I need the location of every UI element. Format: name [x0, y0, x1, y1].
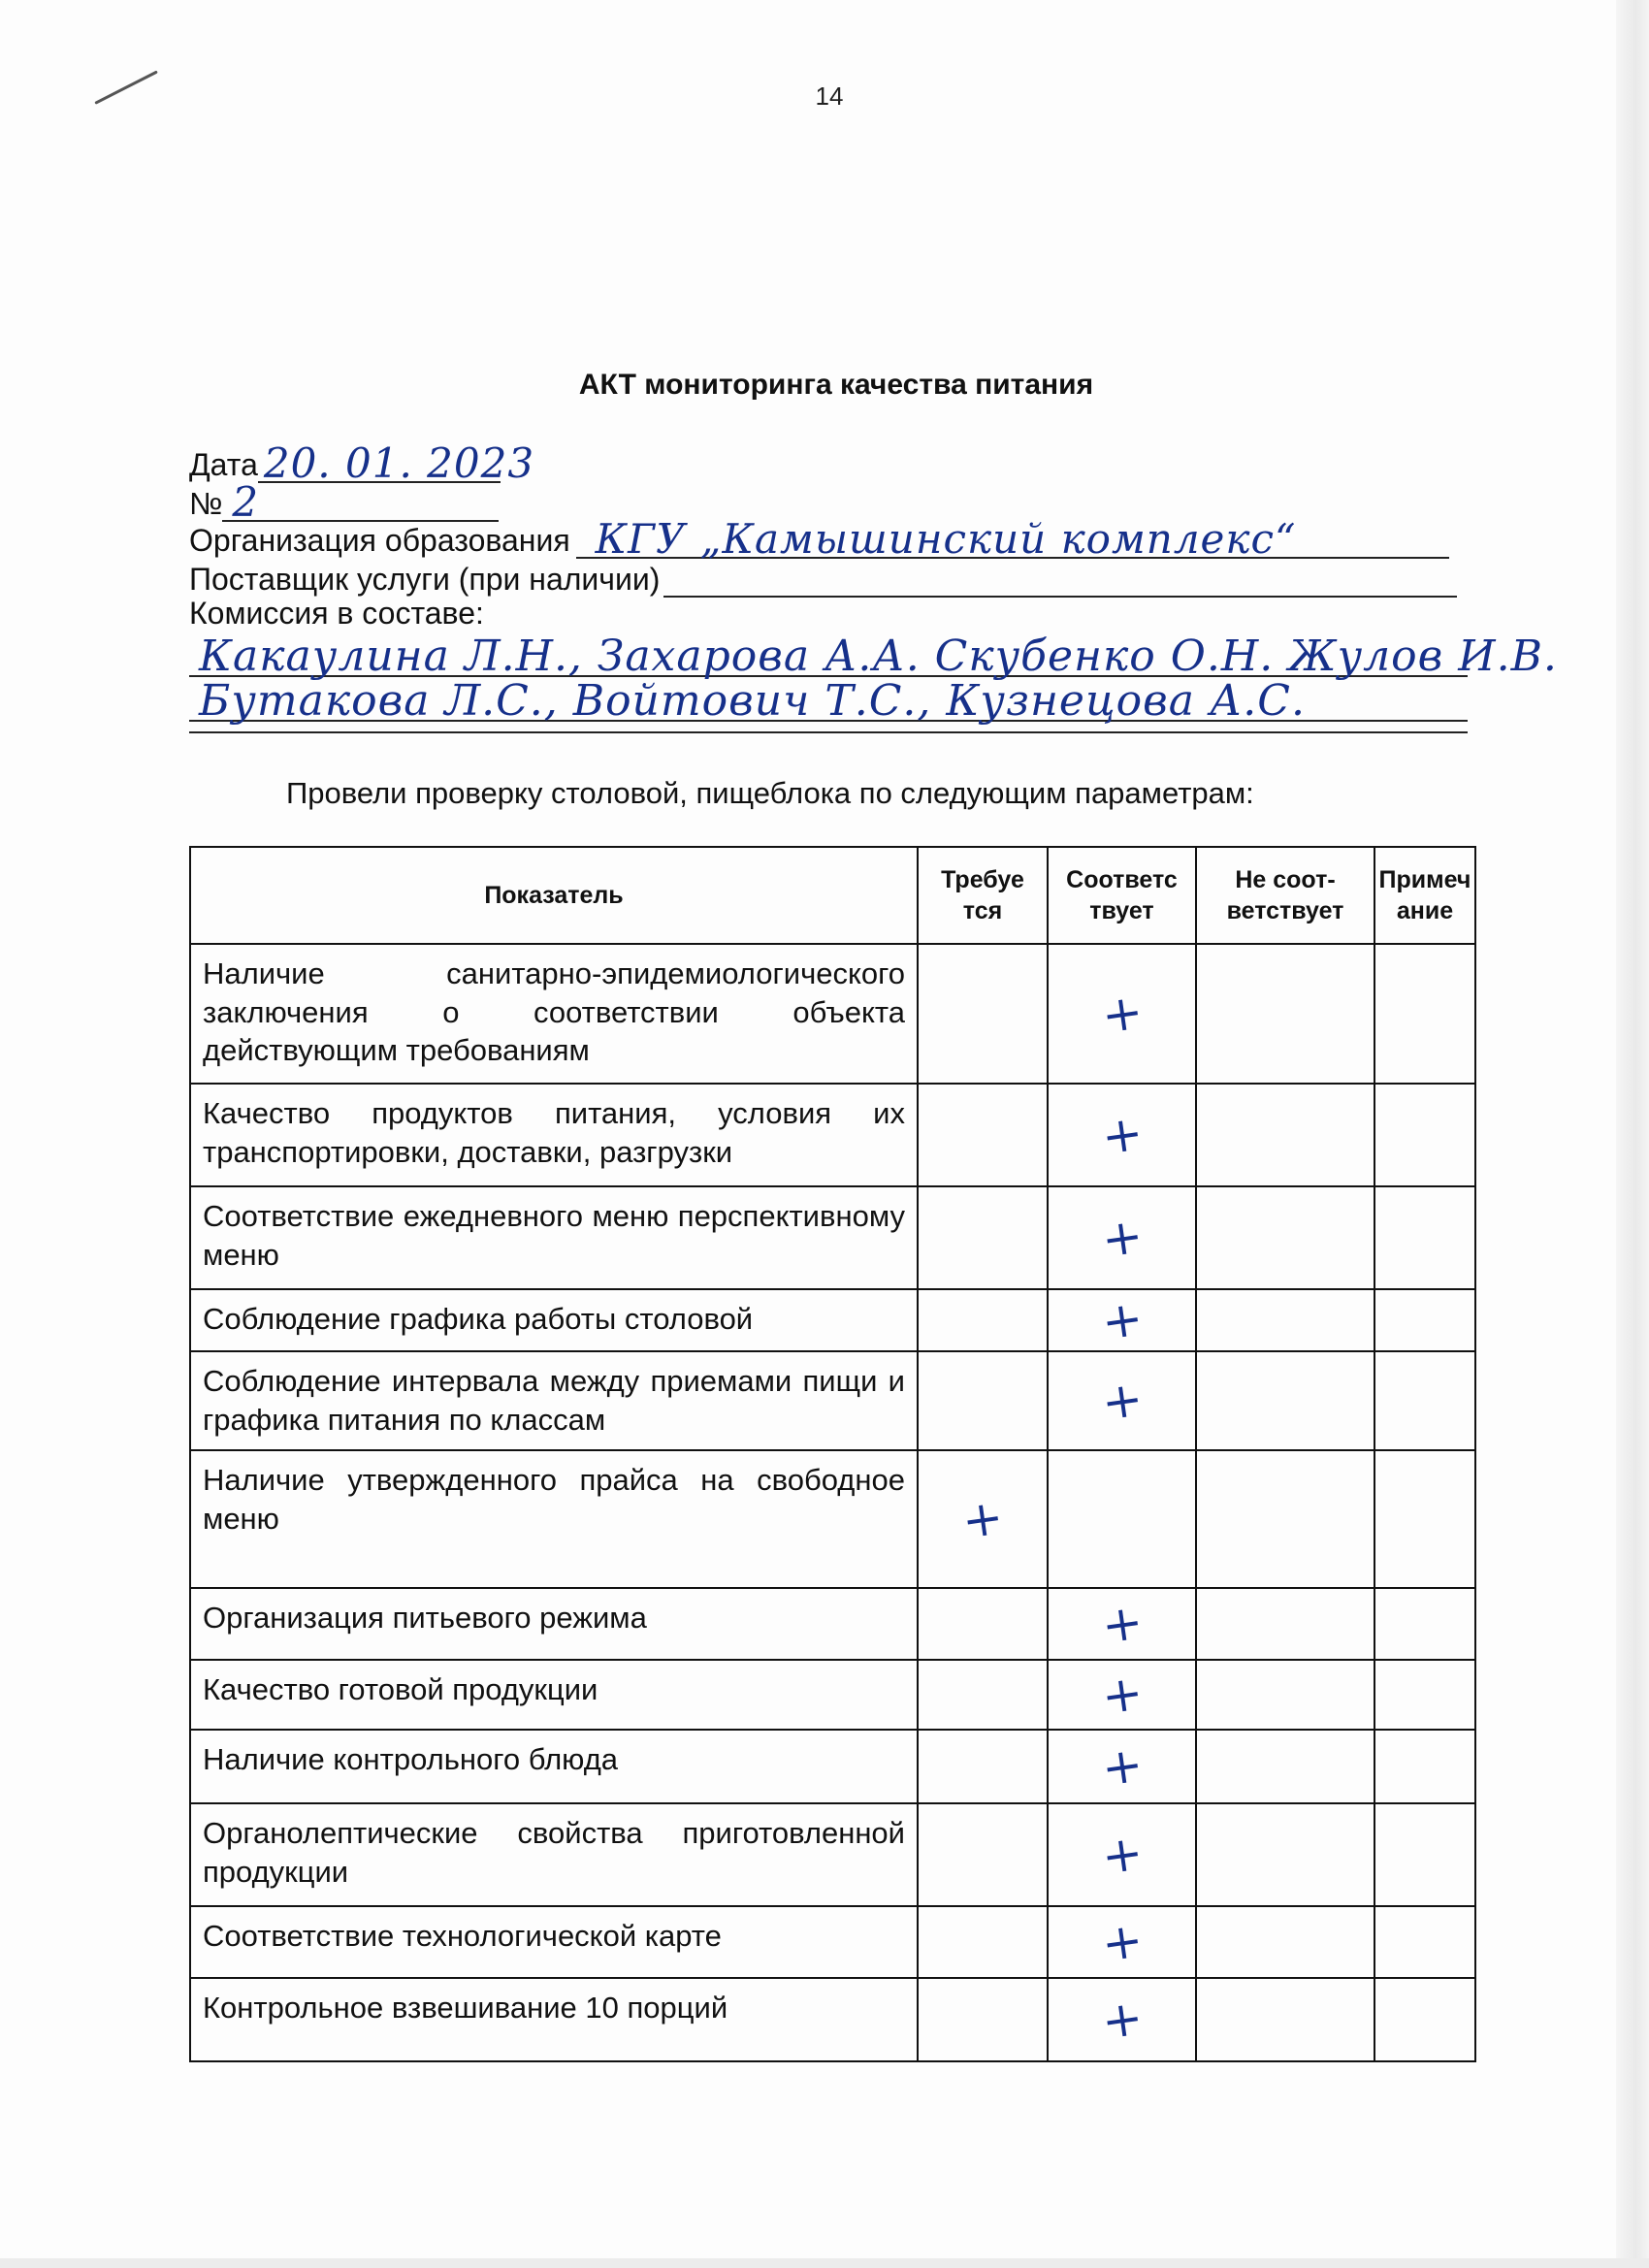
- handwritten-mark: +: [1097, 1104, 1147, 1166]
- handwritten-mark: +: [1097, 983, 1147, 1045]
- indicator-text: Качество готовой продукции: [203, 1672, 598, 1706]
- handwritten-mark: +: [958, 1488, 1007, 1550]
- complies-cell: [1048, 1084, 1196, 1186]
- complies-cell: [1048, 1978, 1196, 2061]
- not-complies-cell: [1196, 944, 1374, 1084]
- note-cell: [1374, 944, 1475, 1084]
- handwritten-mark: +: [1097, 1664, 1147, 1726]
- handwritten-mark: +: [1097, 1911, 1147, 1973]
- organization-value: КГУ „Камышинский комплекс“: [595, 515, 1297, 563]
- required-cell: [918, 1084, 1048, 1186]
- not-complies-cell: [1196, 1289, 1374, 1351]
- indicator-cell: [190, 1588, 918, 1660]
- table-row: [190, 1450, 1475, 1588]
- handwritten-mark: +: [1097, 1735, 1147, 1798]
- complies-cell: [1048, 1730, 1196, 1803]
- required-cell: [918, 944, 1048, 1084]
- not-complies-cell: [1196, 1978, 1374, 2061]
- not-complies-cell: [1196, 1351, 1374, 1450]
- number-value: 2: [232, 478, 260, 526]
- note-cell: [1374, 1588, 1475, 1660]
- table-row: [190, 1186, 1475, 1289]
- not-complies-cell: [1196, 1084, 1374, 1186]
- document-title: АКТ мониторинга качества питания: [578, 369, 1094, 401]
- indicator-text: Наличие утвержденного прайса на свободное меню: [203, 1463, 905, 1536]
- required-cell: [918, 1450, 1048, 1588]
- not-complies-cell: [1196, 1186, 1374, 1289]
- table-row: [190, 1588, 1475, 1660]
- complies-cell: [1048, 1351, 1196, 1450]
- date-value: 20. 01. 2023: [263, 439, 535, 487]
- required-cell: [918, 1906, 1048, 1978]
- number-label: №: [189, 486, 223, 521]
- table-row: [190, 1289, 1475, 1351]
- header-indicator: Показатель: [190, 847, 918, 944]
- indicator-cell: [190, 944, 918, 1084]
- indicator-text: Соблюдение графика работы столовой: [203, 1302, 754, 1336]
- indicator-cell: [190, 1730, 918, 1803]
- handwritten-mark: +: [1097, 1989, 1147, 2051]
- table-row: [190, 1351, 1475, 1450]
- organization-line: [576, 515, 1449, 563]
- required-cell: [918, 1660, 1048, 1730]
- header-not-complies: Не соот-ветствует: [1196, 847, 1374, 944]
- required-cell: [918, 1289, 1048, 1351]
- complies-cell: [1048, 1588, 1196, 1660]
- indicator-cell: [190, 1186, 918, 1289]
- supplier-row: [189, 559, 1457, 598]
- handwritten-mark: +: [1097, 1370, 1147, 1432]
- commission-label: Комиссия в составе:: [189, 596, 484, 631]
- complies-cell: [1048, 1450, 1196, 1588]
- indicator-cell: [190, 1660, 918, 1730]
- table-body: [190, 944, 1475, 2061]
- commission-line-1: [189, 631, 1558, 681]
- complies-cell: [1048, 1906, 1196, 1978]
- note-cell: [1374, 1803, 1475, 1906]
- commission-members-2: Бутакова Л.С., Войтович Т.С., Кузнецова А.С.: [199, 676, 1306, 726]
- number-row: [189, 478, 499, 526]
- note-cell: [1374, 1450, 1475, 1588]
- indicator-cell: [190, 1289, 918, 1351]
- handwritten-mark: +: [1097, 1824, 1147, 1886]
- note-cell: [1374, 1186, 1475, 1289]
- handwritten-mark: +: [1097, 1593, 1147, 1655]
- table-row: [190, 1660, 1475, 1730]
- indicator-cell: [190, 1084, 918, 1186]
- required-cell: [918, 1803, 1048, 1906]
- not-complies-cell: [1196, 1660, 1374, 1730]
- page-number: 14: [815, 81, 844, 111]
- indicator-cell: [190, 1906, 918, 1978]
- required-cell: [918, 1978, 1048, 2061]
- indicator-cell: [190, 1803, 918, 1906]
- complies-cell: [1048, 1289, 1196, 1351]
- note-cell: [1374, 1730, 1475, 1803]
- table-row: [190, 944, 1475, 1084]
- indicator-cell: [190, 1351, 918, 1450]
- number-line: [222, 478, 499, 526]
- indicator-cell: [190, 1978, 918, 2061]
- header-required: Требуе тся: [918, 847, 1048, 944]
- handwritten-mark: +: [1097, 1289, 1147, 1351]
- not-complies-cell: [1196, 1450, 1374, 1588]
- note-cell: [1374, 1084, 1475, 1186]
- date-row: [189, 439, 535, 487]
- table-header-row: [190, 847, 1475, 944]
- note-cell: [1374, 1660, 1475, 1730]
- indicator-text: Качество продуктов питания, условия их транспортировки, доставки, разгрузки: [203, 1096, 905, 1169]
- note-cell: [1374, 1978, 1475, 2061]
- supplier-line: [663, 559, 1457, 598]
- indicator-text: Соответствие технологической карте: [203, 1919, 722, 1953]
- indicator-cell: [190, 1450, 918, 1588]
- indicator-text: Органолептические свойства приготовленной продукции: [203, 1816, 905, 1889]
- table-row: [190, 1084, 1475, 1186]
- complies-cell: [1048, 1803, 1196, 1906]
- note-cell: [1374, 1289, 1475, 1351]
- commission-line-3: [189, 687, 1468, 733]
- note-cell: [1374, 1906, 1475, 1978]
- complies-cell: [1048, 944, 1196, 1084]
- scan-bottom-shadow: [0, 2258, 1649, 2268]
- organization-label: Организация образования: [189, 523, 570, 558]
- inspection-table: [189, 846, 1476, 2062]
- required-cell: [918, 1588, 1048, 1660]
- indicator-text: Наличие санитарно-эпидемиологического заключения о соответствии объекта действующим требованиям: [203, 956, 905, 1068]
- indicator-text: Соблюдение интервала между приемами пищи и графика питания по классам: [203, 1364, 905, 1437]
- table-row: [190, 1803, 1475, 1906]
- handwritten-mark: +: [1097, 1207, 1147, 1269]
- date-line: [258, 439, 535, 487]
- supplier-label: Поставщик услуги (при наличии): [189, 562, 661, 597]
- commission-members-1: Какаулина Л.Н., Захарова А.А. Скубенко О.Н. Жулов И.В.: [199, 632, 1558, 681]
- table-row: [190, 1978, 1475, 2061]
- not-complies-cell: [1196, 1588, 1374, 1660]
- scan-edge-shadow: [1616, 0, 1649, 2268]
- table-row: [190, 1730, 1475, 1803]
- indicator-text: Организация питьевого режима: [203, 1601, 647, 1635]
- required-cell: [918, 1351, 1048, 1450]
- complies-cell: [1048, 1186, 1196, 1289]
- indicator-text: Наличие контрольного блюда: [203, 1742, 619, 1776]
- date-label: Дата: [189, 447, 258, 482]
- indicator-text: Соответствие ежедневного меню перспективному меню: [203, 1199, 905, 1272]
- not-complies-cell: [1196, 1803, 1374, 1906]
- header-note: Примеч ание: [1374, 847, 1475, 944]
- complies-cell: [1048, 1660, 1196, 1730]
- header-complies: Соответс твует: [1048, 847, 1196, 944]
- commission-row: [189, 596, 484, 632]
- not-complies-cell: [1196, 1730, 1374, 1803]
- inspection-intro: Провели проверку столовой, пищеблока по следующим параметрам:: [286, 776, 1254, 810]
- table-row: [190, 1906, 1475, 1978]
- required-cell: [918, 1730, 1048, 1803]
- note-cell: [1374, 1351, 1475, 1450]
- organization-row: [189, 515, 1449, 563]
- not-complies-cell: [1196, 1906, 1374, 1978]
- required-cell: [918, 1186, 1048, 1289]
- indicator-text: Контрольное взвешивание 10 порций: [203, 1991, 728, 2025]
